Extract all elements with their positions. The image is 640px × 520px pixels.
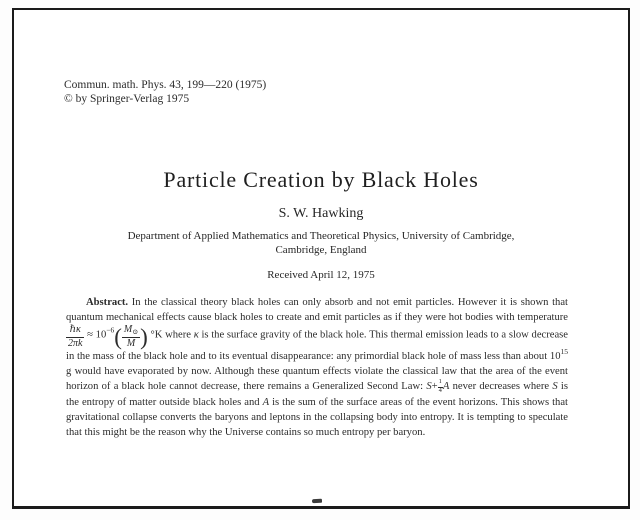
affiliation-line-2: Cambridge, England bbox=[275, 244, 367, 256]
paper-affiliation bbox=[14, 229, 628, 257]
received-date: Received April 12, 1975 bbox=[267, 269, 375, 281]
paper-author: S. W. Hawking bbox=[278, 206, 364, 221]
journal-citation: Commun. math. Phys. 43, 199—220 (1975) bbox=[64, 79, 267, 91]
paper-title: Particle Creation by Black Holes bbox=[163, 167, 479, 192]
journal-copyright: © by Springer-Verlag 1975 bbox=[64, 93, 190, 105]
affiliation-line-1: Department of Applied Mathematics and Theoretical Physics, University of Cambridge, bbox=[127, 230, 515, 242]
scan-artifact-mark bbox=[312, 499, 322, 504]
journal-header bbox=[64, 78, 266, 106]
abstract-paragraph: Abstract. In the classical theory black holes can only absorb and not emit particles. However it is shown that quantum mechanical effects cause black holes to create and emit particles as if they were hot bodies with temperature $\frac{\text{ℏκ}}{2\pi k}$ ≈ $10^{-6}$( $\frac{M_⊙}{M}$ ) °K where κ is the surface gravity of the black hole. This thermal emission leads to a slow decrease in the mass of the black hole and to its eventual disappearance: any primordial black hole of mass less than about $10^{15}$ g would have evaporated by now. Although these quantum effects violate the classical law that the area of the event horizon of a black hole cannot decrease, there remains a Generalized Second Law: S+ $\frac{1}{4}$ A never decreases where S is the entropy of matter outside black holes and A is the sum of the surface areas of the event horizons. This shows that gravitational collapse converts the baryons and leptons in the collapsing body into entropy. It is tempting to speculate that this might be the reason why the Universe contains so much entropy per baryon. bbox=[66, 297, 568, 438]
page-frame-border bbox=[12, 8, 630, 509]
